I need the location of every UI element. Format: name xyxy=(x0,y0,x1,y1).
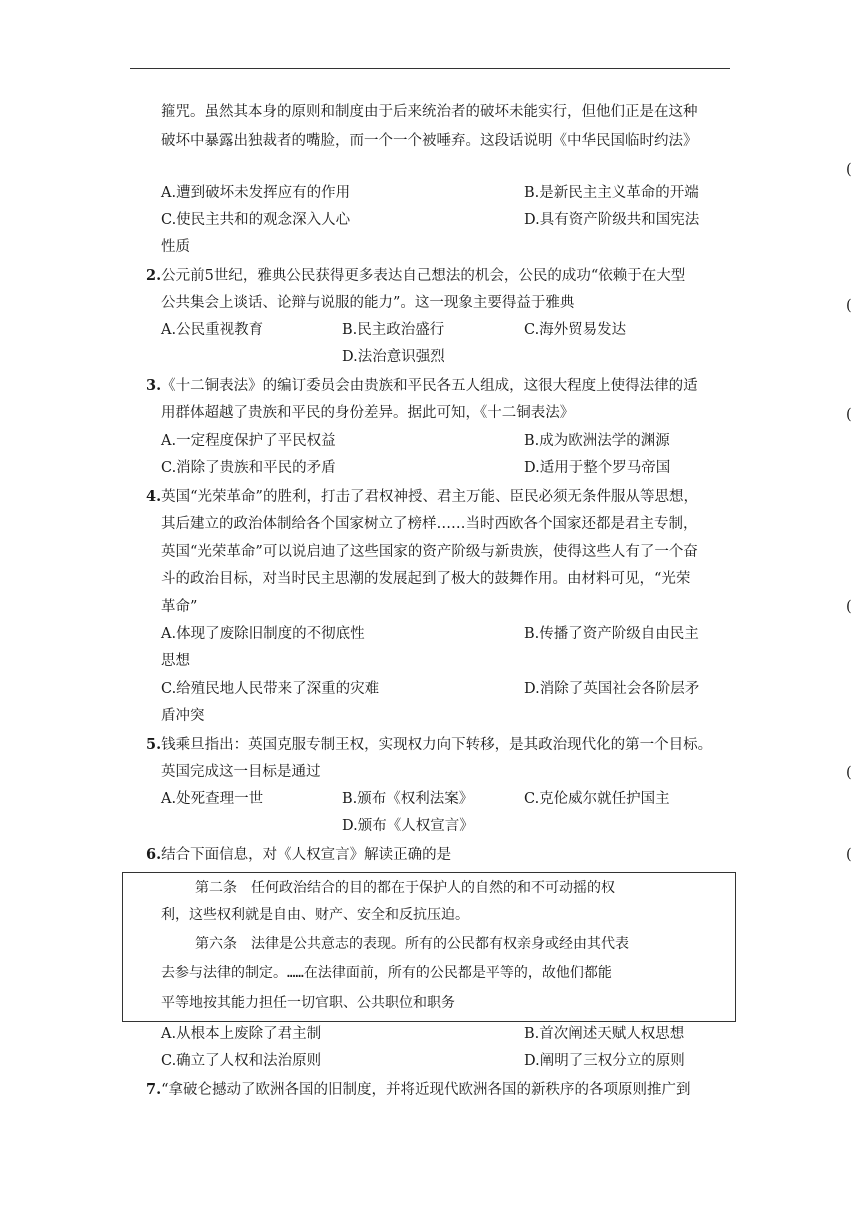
q6-quote-line-4: 去参与法律的制定。……在法律面前，所有的公民都是平等的，故他们都能 xyxy=(161,965,612,981)
q2-stem-text-1: 公元前5世纪，雅典公民获得更多表达自己想法的机会，公民的成功“依赖于在大型 xyxy=(161,268,686,284)
q6-quote-line-5: 平等地按其能力担任一切官职、公共职位和职务 xyxy=(161,995,455,1011)
q5-stem-line-2: 英国完成这一目标是通过 xyxy=(161,764,321,780)
q5-number: 5. xyxy=(146,736,162,753)
q3-stem-line-2: 用群体超越了贵族和平民的身份差异。据此可知，《十二铜表法》 xyxy=(161,405,575,421)
q4-option-d: D.消除了英国社会各阶层矛 xyxy=(524,681,700,697)
q6-stem-text: 结合下面信息，对《人权宣言》解读正确的是 xyxy=(161,847,452,863)
q4-stem-line-1 xyxy=(146,487,698,507)
q1-option-a: A.遭到破坏未发挥应有的作用 xyxy=(161,185,351,201)
q6-option-d: D.阐明了三权分立的原则 xyxy=(524,1053,685,1069)
q7-stem-text-1: “拿破仑撼动了欧洲各国的旧制度，并将近现代欧洲各国的新秩序的各项原则推广到 xyxy=(161,1082,691,1098)
q4-option-c: C.给殖民地人民带来了深重的灾难 xyxy=(161,681,380,697)
q5-stem-line-1 xyxy=(146,735,712,755)
q5-option-c: C.克伦威尔就任护国主 xyxy=(524,791,670,807)
q2-answer-paren: ( xyxy=(846,298,852,314)
q3-option-b: B.成为欧洲法学的渊源 xyxy=(524,433,670,449)
q5-option-b: B.颁布《权利法案》 xyxy=(342,791,474,807)
q6-number: 6. xyxy=(146,846,162,863)
header-rule xyxy=(130,68,730,69)
q6-stem xyxy=(146,845,451,865)
q1-stem-line-1: 箍咒。虽然其本身的原则和制度由于后来统治者的破坏未能实行，但他们正是在这种 xyxy=(161,104,698,120)
q3-answer-paren: ( xyxy=(846,407,852,423)
q1-option-d: D.具有资产阶级共和国宪法 xyxy=(524,212,700,228)
q1-answer-paren: ( xyxy=(846,162,852,178)
q4-stem-line-5: 革命” xyxy=(161,599,198,615)
q2-option-c: C.海外贸易发达 xyxy=(524,322,627,338)
q3-option-a: A.一定程度保护了平民权益 xyxy=(161,433,336,449)
q2-option-a: A.公民重视教育 xyxy=(161,322,264,338)
q5-option-a: A.处死查理一世 xyxy=(161,791,264,807)
q1-option-b: B.是新民主主义革命的开端 xyxy=(524,185,699,201)
q2-option-d: D.法治意识强烈 xyxy=(342,349,445,365)
q3-number: 3. xyxy=(146,377,162,394)
q4-stem-line-3: 英国“光荣革命”可以说启迪了这些国家的资产阶级与新贵族，使得这些人有了一个奋 xyxy=(161,544,698,560)
q3-option-c: C.消除了贵族和平民的矛盾 xyxy=(161,460,336,476)
q6-answer-paren: ( xyxy=(846,847,852,863)
q2-stem-line-1 xyxy=(146,266,685,286)
q6-quote-line-1: 第二条 任何政治结合的目的都在于保护人的自然的和不可动摇的权 xyxy=(195,880,615,896)
q6-quote-line-2: 利，这些权利就是自由、财产、安全和反抗压迫。 xyxy=(161,907,469,923)
q1-stem-line-2: 破坏中暴露出独裁者的嘴脸，而一个一个被唾弃。这段话说明《中华民国临时约法》 xyxy=(161,133,698,149)
q5-answer-paren: ( xyxy=(846,765,852,781)
q4-option-b-cont: 思想 xyxy=(161,653,190,669)
q5-option-d: D.颁布《人权宣言》 xyxy=(342,818,474,834)
q4-answer-paren: ( xyxy=(846,599,852,615)
q6-option-a: A.从根本上废除了君主制 xyxy=(161,1026,322,1042)
q4-stem-line-2: 其后建立的政治体制给各个国家树立了榜样……当时西欧各个国家还都是君主专制， xyxy=(161,516,698,532)
q4-option-a: A.体现了废除旧制度的不彻底性 xyxy=(161,626,365,642)
q2-number: 2. xyxy=(146,267,162,284)
q3-option-d: D.适用于整个罗马帝国 xyxy=(524,460,671,476)
q1-option-c: C.使民主共和的观念深入人心 xyxy=(161,212,351,228)
q4-option-d-cont: 盾冲突 xyxy=(161,708,205,724)
q4-number: 4. xyxy=(146,488,162,505)
q6-option-c: C.确立了人权和法治原则 xyxy=(161,1053,322,1069)
q3-stem-text-1: 《十二铜表法》的编订委员会由贵族和平民各五人组成，这很大程度上使得法律的适 xyxy=(161,378,698,394)
q5-stem-text-1: 钱乘旦指出：英国克服专制王权，实现权力向下转移，是其政治现代化的第一个目标。 xyxy=(161,737,713,753)
q7-stem-line-1 xyxy=(146,1080,691,1100)
q4-stem-text-1: 英国“光荣革命”的胜利，打击了君权神授、君主万能、臣民必须无条件服从等思想， xyxy=(161,489,698,505)
q6-quote-line-3: 第六条 法律是公共意志的表现。所有的公民都有权亲身或经由其代表 xyxy=(195,936,629,952)
q6-option-b: B.首次阐述天赋人权思想 xyxy=(524,1026,685,1042)
q3-stem-line-1 xyxy=(146,376,698,396)
q4-stem-line-4: 斗的政治目标，对当时民主思潮的发展起到了极大的鼓舞作用。由材料可见，“光荣 xyxy=(161,571,691,587)
q1-option-d-cont: 性质 xyxy=(161,239,190,255)
q2-stem-line-2: 公共集会上谈话、论辩与说服的能力”。这一现象主要得益于雅典 xyxy=(161,295,575,311)
q7-number: 7. xyxy=(146,1081,162,1098)
q4-option-b: B.传播了资产阶级自由民主 xyxy=(524,626,699,642)
q2-option-b: B.民主政治盛行 xyxy=(342,322,445,338)
